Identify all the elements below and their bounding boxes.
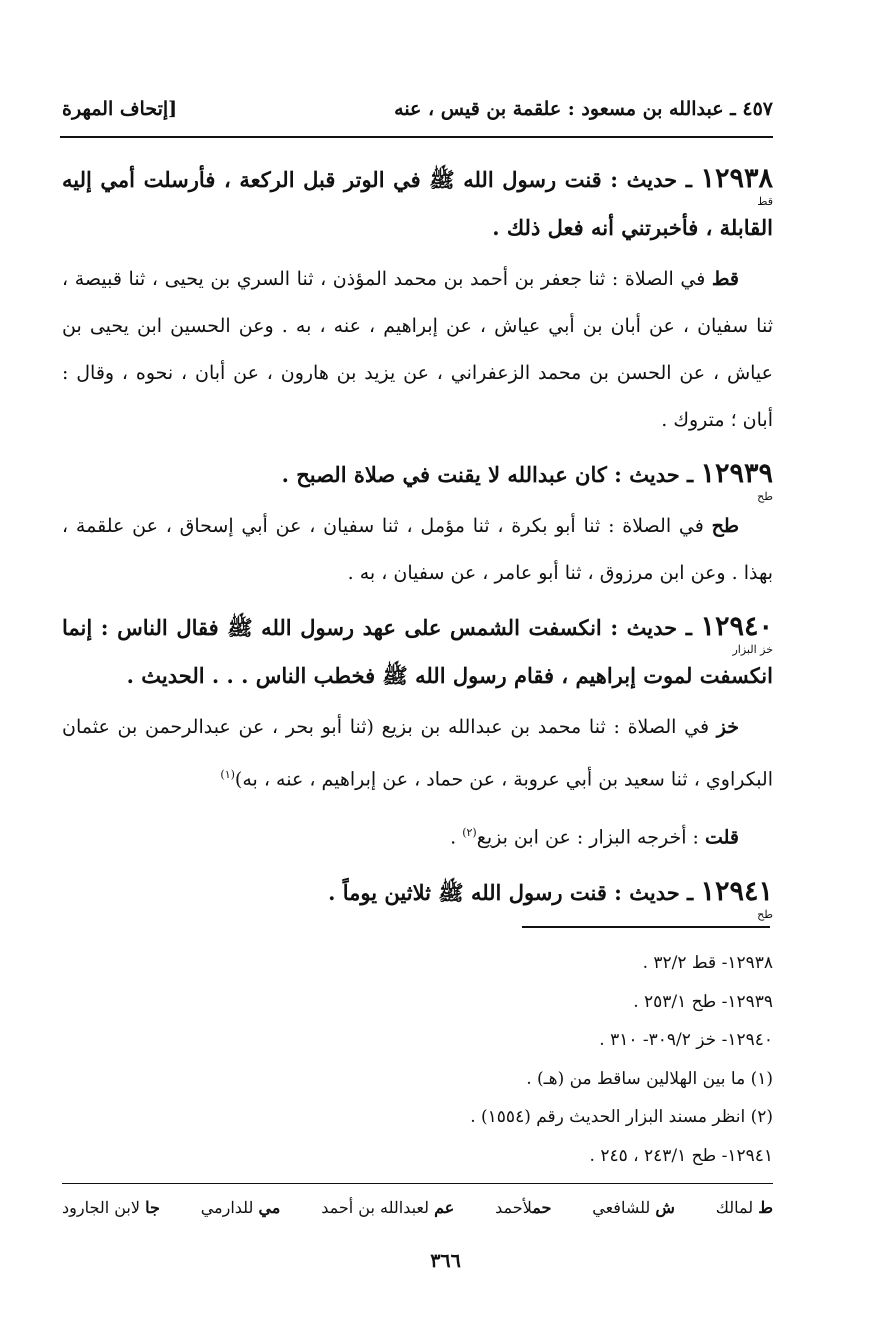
footnote-marker: (٢) — [462, 826, 477, 840]
header-chapter: ٤٥٧ ـ عبدالله بن مسعود : علقمة بن قيس ، عنه — [394, 98, 773, 120]
hadith-text: ـ حديث : كان عبدالله لا يقنت في صلاة الصبح . — [281, 462, 694, 487]
hadith-number: ١٢٩٣٨ قط — [700, 163, 773, 208]
isnad-paragraph — [62, 256, 773, 444]
hadith-text: ـ حديث : قنت رسول الله ﷺ ثلاثين يوماً . — [328, 879, 694, 905]
source-lead: قط — [711, 268, 739, 290]
source-siglum: قط — [757, 195, 773, 208]
page-number: ٣٦٦ — [430, 1250, 461, 1272]
header-rule — [60, 136, 773, 138]
isnad-paragraph — [62, 503, 773, 597]
running-header — [62, 93, 773, 125]
footnotes — [62, 944, 773, 1175]
footnote-line: ١٢٩٣٨- قط ٣٢/٢ . — [642, 953, 773, 973]
isnad-text: في الصلاة : ثنا جعفر بن أحمد بن محمد المؤذن ، ثنا السري بن يحيى ، ثنا قبيصة ، ثنا سفيان ، عن أبان بن أبي عياش ، عن إبراهيم ، عنه ، به . وعن الحسين ابن يحيى بن عياش ، عن الحسن بن محمد الزعفراني ، عن يزيد بن هارون ، عن أبان ، نحوه ، وقال : أبان ؛ متروك . — [62, 268, 773, 431]
abbreviation-item: ط لمالك — [715, 1198, 773, 1217]
hadith-entry-12938 — [62, 155, 773, 252]
footnote-line: (١) ما بين الهلالين ساقط من (هـ) . — [526, 1068, 773, 1089]
abbreviation-rule — [62, 1183, 773, 1184]
note-tail: . — [450, 826, 463, 849]
hadith-number: ١٢٩٤١ طح — [700, 875, 773, 921]
hadith-entry-12940 — [62, 603, 773, 700]
hadith-text: ـ حديث : قنت رسول الله ﷺ في الوتر قبل الركعة ، فأرسلت أمي إليه القابلة ، فأخبرتني أنه فعل ذلك . — [62, 167, 773, 240]
hadith-number: ١٢٩٤٠ خز البزار — [700, 611, 773, 656]
abbreviation-item: مي للدارمي — [200, 1198, 281, 1217]
abbreviation-item: ش للشافعي — [592, 1198, 675, 1217]
footnote-rule — [522, 926, 770, 928]
source-siglum: خز البزار — [732, 643, 773, 656]
abbreviation-item: عم لعبدالله بن أحمد — [321, 1198, 455, 1217]
footnote-line: ١٢٩٤١- طح ٢٤٣/١ ، ٢٤٥ . — [589, 1145, 773, 1166]
main-text — [62, 155, 773, 921]
header-book-title: [إتحاف المهرة — [62, 98, 178, 120]
source-lead: خز — [716, 716, 739, 738]
abbreviation-key — [62, 1193, 773, 1223]
source-lead: قلت — [704, 826, 739, 849]
editor-note-paragraph — [62, 809, 773, 861]
isnad-text: في الصلاة : ثنا أبو بكرة ، ثنا مؤمل ، ثنا سفيان ، عن أبي إسحاق ، عن علقمة ، بهذا . وعن ابن مرزوق ، ثنا أبو عامر ، عن سفيان ، به . — [62, 515, 773, 584]
source-siglum: طح — [757, 490, 773, 503]
source-lead: طح — [711, 515, 739, 537]
hadith-number: ١٢٩٣٩ طح — [700, 458, 773, 503]
footnote-line: (٢) انظر مسند البزار الحديث رقم (١٥٥٤) . — [470, 1107, 773, 1127]
hadith-text: ـ حديث : انكسفت الشمس على عهد رسول الله ﷺ فقال الناس : إنما انكسفت لموت إبراهيم ، فقام رسول الله ﷺ فخطب الناس . . . الحديث . — [62, 615, 773, 688]
isnad-paragraph — [62, 704, 773, 803]
footnote-marker: (١) — [220, 768, 235, 781]
abbreviation-item: جا لابن الجارود — [62, 1198, 160, 1217]
hadith-entry-12941 — [62, 868, 773, 921]
hadith-entry-12939 — [62, 450, 773, 503]
note-text: : أخرجه البزار : عن ابن بزيع — [476, 826, 705, 849]
isnad-text: في الصلاة : ثنا محمد بن عبدالله بن بزيع (ثنا أبو بحر ، عن عبدالرحمن بن عثمان البكراوي ، ثنا سعيد بن أبي عروبة ، عن حماد ، عن إبراهيم ، عنه ، به) — [62, 716, 773, 791]
source-siglum: طح — [757, 907, 773, 921]
footnote-line: ١٢٩٤٠- خز ٣٠٩/٢- ٣١٠ . — [599, 1030, 773, 1050]
footnote-line: ١٢٩٣٩- طح ٢٥٣/١ . — [633, 991, 773, 1012]
abbreviation-item: حملأحمد — [495, 1198, 552, 1217]
